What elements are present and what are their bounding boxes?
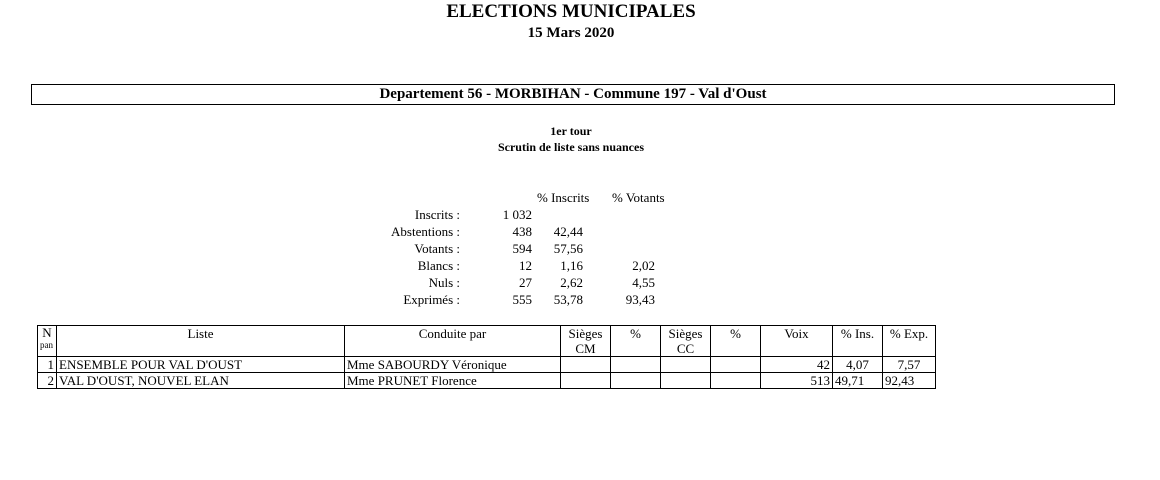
results-header-row [38, 326, 936, 357]
col-pan-label: pan [40, 340, 53, 350]
stats-value: 27 [519, 275, 532, 290]
department-banner: Departement 56 - MORBIHAN - Commune 197 - Val d'Oust [31, 84, 1115, 105]
stats-row-votants [0, 241, 1160, 258]
col-n-label: N [42, 325, 52, 340]
cell-liste: VAL D'OUST, NOUVEL ELAN [57, 373, 345, 389]
stats-value: 594 [512, 241, 532, 256]
cell-voix: 513 [761, 373, 833, 389]
page-title: ELECTIONS MUNICIPALES [446, 1, 696, 22]
cell-pct-cc [711, 357, 761, 373]
stats-pct-inscrits: 57,56 [553, 241, 583, 256]
col-conduite: Conduite par [345, 326, 561, 357]
col-pct-ins: % Ins. [833, 326, 883, 357]
stats-header-pct-inscrits: % Inscrits [537, 190, 590, 205]
stats-row-abstentions [0, 224, 1160, 241]
stats-value: 1 032 [502, 207, 532, 222]
cell-liste: ENSEMBLE POUR VAL D'OUST [57, 357, 345, 373]
stats-header-pct-votants: % Votants [612, 190, 665, 205]
cell-pct-cc [711, 373, 761, 389]
col-n [38, 326, 57, 357]
stats-pct-inscrits: 2,62 [560, 275, 583, 290]
stats-row-nuls [0, 275, 1160, 292]
cell-sieges-cm [561, 373, 611, 389]
cell-pct-ins: 4,07 [833, 357, 883, 373]
cell-sieges-cc [661, 357, 711, 373]
cell-n: 1 [38, 357, 57, 373]
col-liste: Liste [57, 326, 345, 357]
stats-pct-votants: 93,43 [625, 292, 655, 307]
col-pct-exp: % Exp. [883, 326, 936, 357]
table-row [38, 357, 936, 373]
cell-sieges-cc [661, 373, 711, 389]
cell-pct-cm [611, 373, 661, 389]
stats-pct-inscrits: 53,78 [553, 292, 583, 307]
scrutin-type: Scrutin de liste sans nuances [497, 140, 645, 154]
col-voix: Voix [761, 326, 833, 357]
cell-sieges-cm [561, 357, 611, 373]
cell-pct-exp: 92,43 [883, 373, 936, 389]
cell-n: 2 [38, 373, 57, 389]
stats-pct-votants: 2,02 [632, 258, 655, 273]
cell-voix: 42 [761, 357, 833, 373]
stats-row-exprimes [0, 292, 1160, 309]
stats-label: Votants : [414, 241, 460, 256]
stats-pct-inscrits: 42,44 [553, 224, 583, 239]
stats-value: 438 [512, 224, 532, 239]
cell-pct-cm [611, 357, 661, 373]
cell-conduite: Mme SABOURDY Véronique [345, 357, 561, 373]
col-sieges-cm: Sièges CM [561, 326, 611, 357]
stats-value: 555 [512, 292, 532, 307]
col-pct-cc: % [711, 326, 761, 357]
round-label: 1er tour [550, 124, 592, 138]
stats-pct-inscrits: 1,16 [560, 258, 583, 273]
cell-pct-exp: 7,57 [883, 357, 936, 373]
col-pct-cm: % [611, 326, 661, 357]
col-sieges-cc: Sièges CC [661, 326, 711, 357]
stats-row-inscrits [0, 207, 1160, 224]
stats-label: Blancs : [417, 258, 460, 273]
stats-label: Nuls : [428, 275, 460, 290]
cell-conduite: Mme PRUNET Florence [345, 373, 561, 389]
stats-label: Inscrits : [414, 207, 460, 222]
stats-label: Abstentions : [391, 224, 460, 239]
stats-pct-votants: 4,55 [632, 275, 655, 290]
stats-row-blancs [0, 258, 1160, 275]
cell-pct-ins: 49,71 [833, 373, 883, 389]
results-table [37, 325, 936, 389]
table-row [38, 373, 936, 389]
election-date: 15 Mars 2020 [527, 25, 615, 41]
stats-label: Exprimés : [403, 292, 460, 307]
stats-value: 12 [519, 258, 532, 273]
